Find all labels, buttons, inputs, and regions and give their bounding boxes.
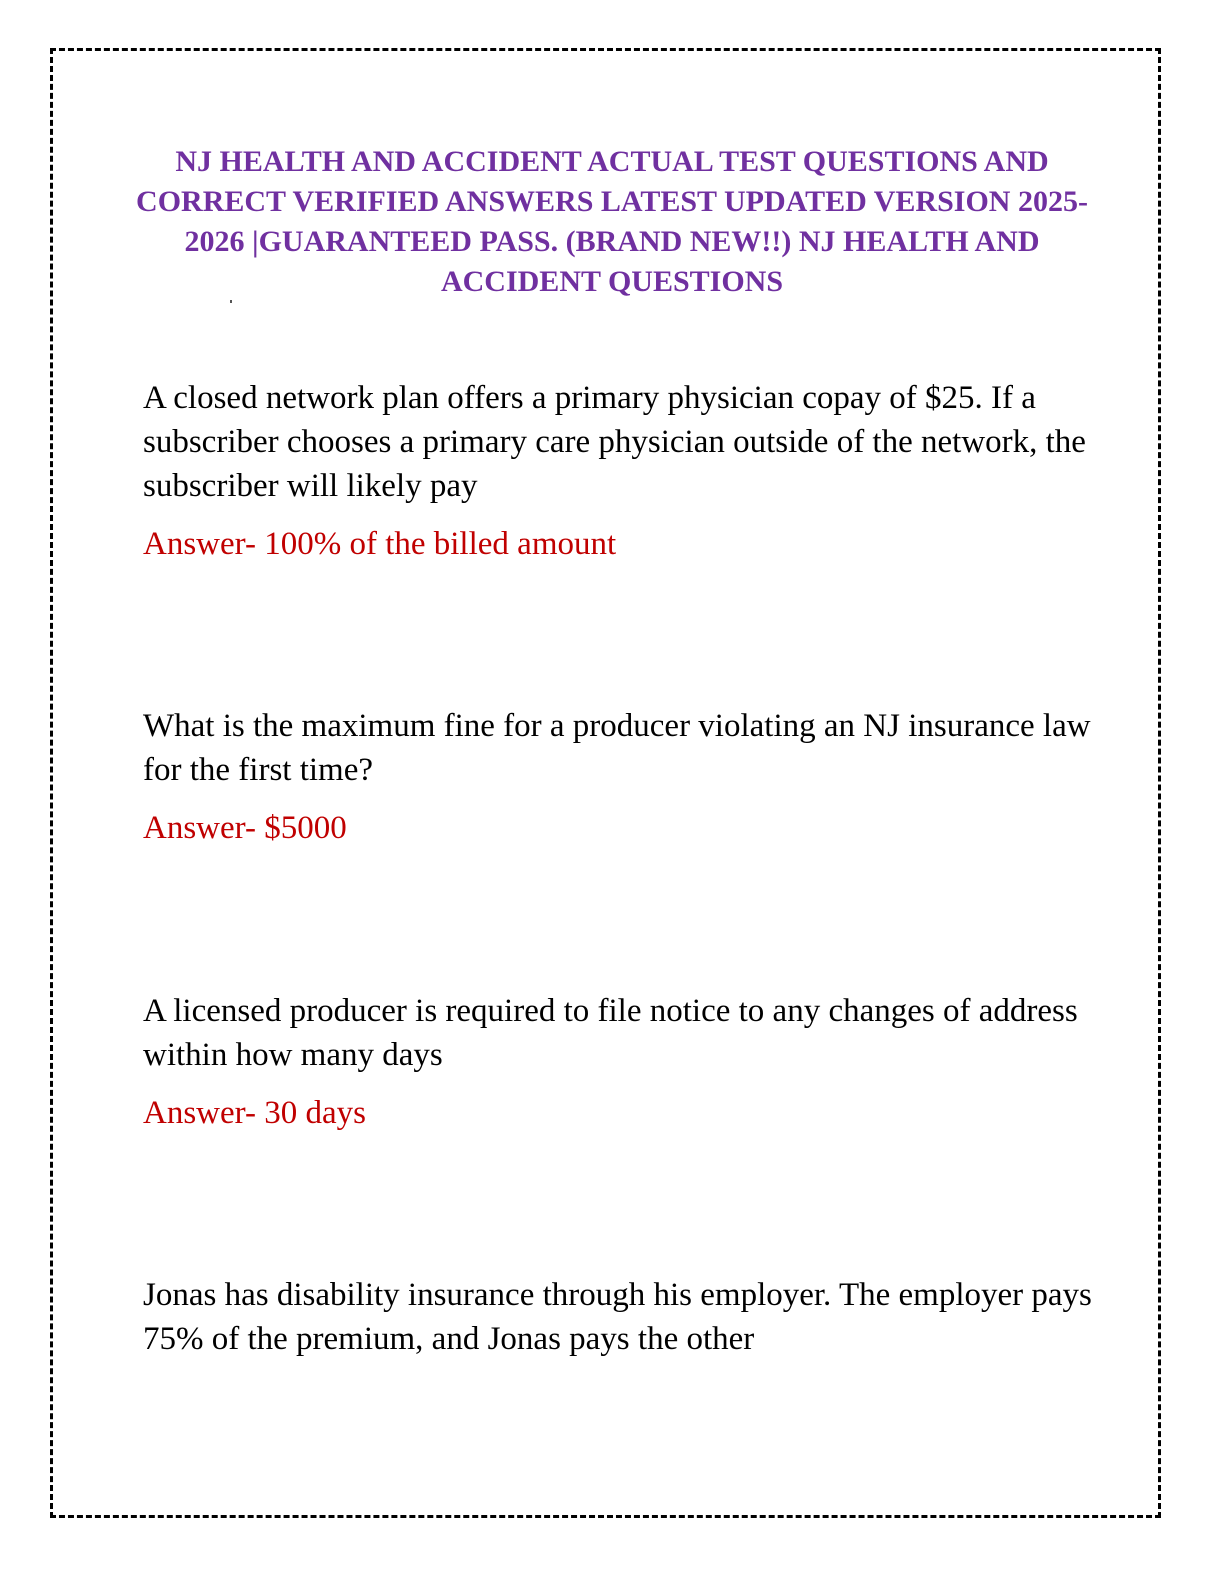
qa-item-4 [143, 1273, 1103, 1361]
qa-item-1 [143, 376, 1103, 566]
document-title: NJ HEALTH AND ACCIDENT ACTUAL TEST QUESTIONS AND CORRECT VERIFIED ANSWERS LATEST UPDATED VERSION 2025-2026 |GUARANTEED PASS. (BRAND NEW!!) NJ HEALTH AND ACCIDENT QUESTIONS [136, 145, 1088, 298]
qa-item-2 [143, 704, 1103, 850]
question-text: What is the maximum fine for a producer violating an NJ insurance law for the first time? [143, 708, 1091, 788]
answer-text: Answer- $5000 [143, 810, 347, 846]
question-text: Jonas has disability insurance through his employer. The employer pays 75% of the premium, and Jonas pays the other [143, 1277, 1092, 1357]
answer-text: Answer- 30 days [143, 1095, 366, 1131]
question-text: A closed network plan offers a primary physician copay of $25. If a subscriber chooses a primary care physician outside of the network, the subscriber will likely pay [143, 380, 1086, 504]
qa-item-3 [143, 989, 1103, 1135]
question-text: A licensed producer is required to file notice to any changes of address within how many days [143, 993, 1078, 1073]
answer-text: Answer- 100% of the billed amount [143, 526, 617, 562]
stray-mark [230, 300, 232, 303]
